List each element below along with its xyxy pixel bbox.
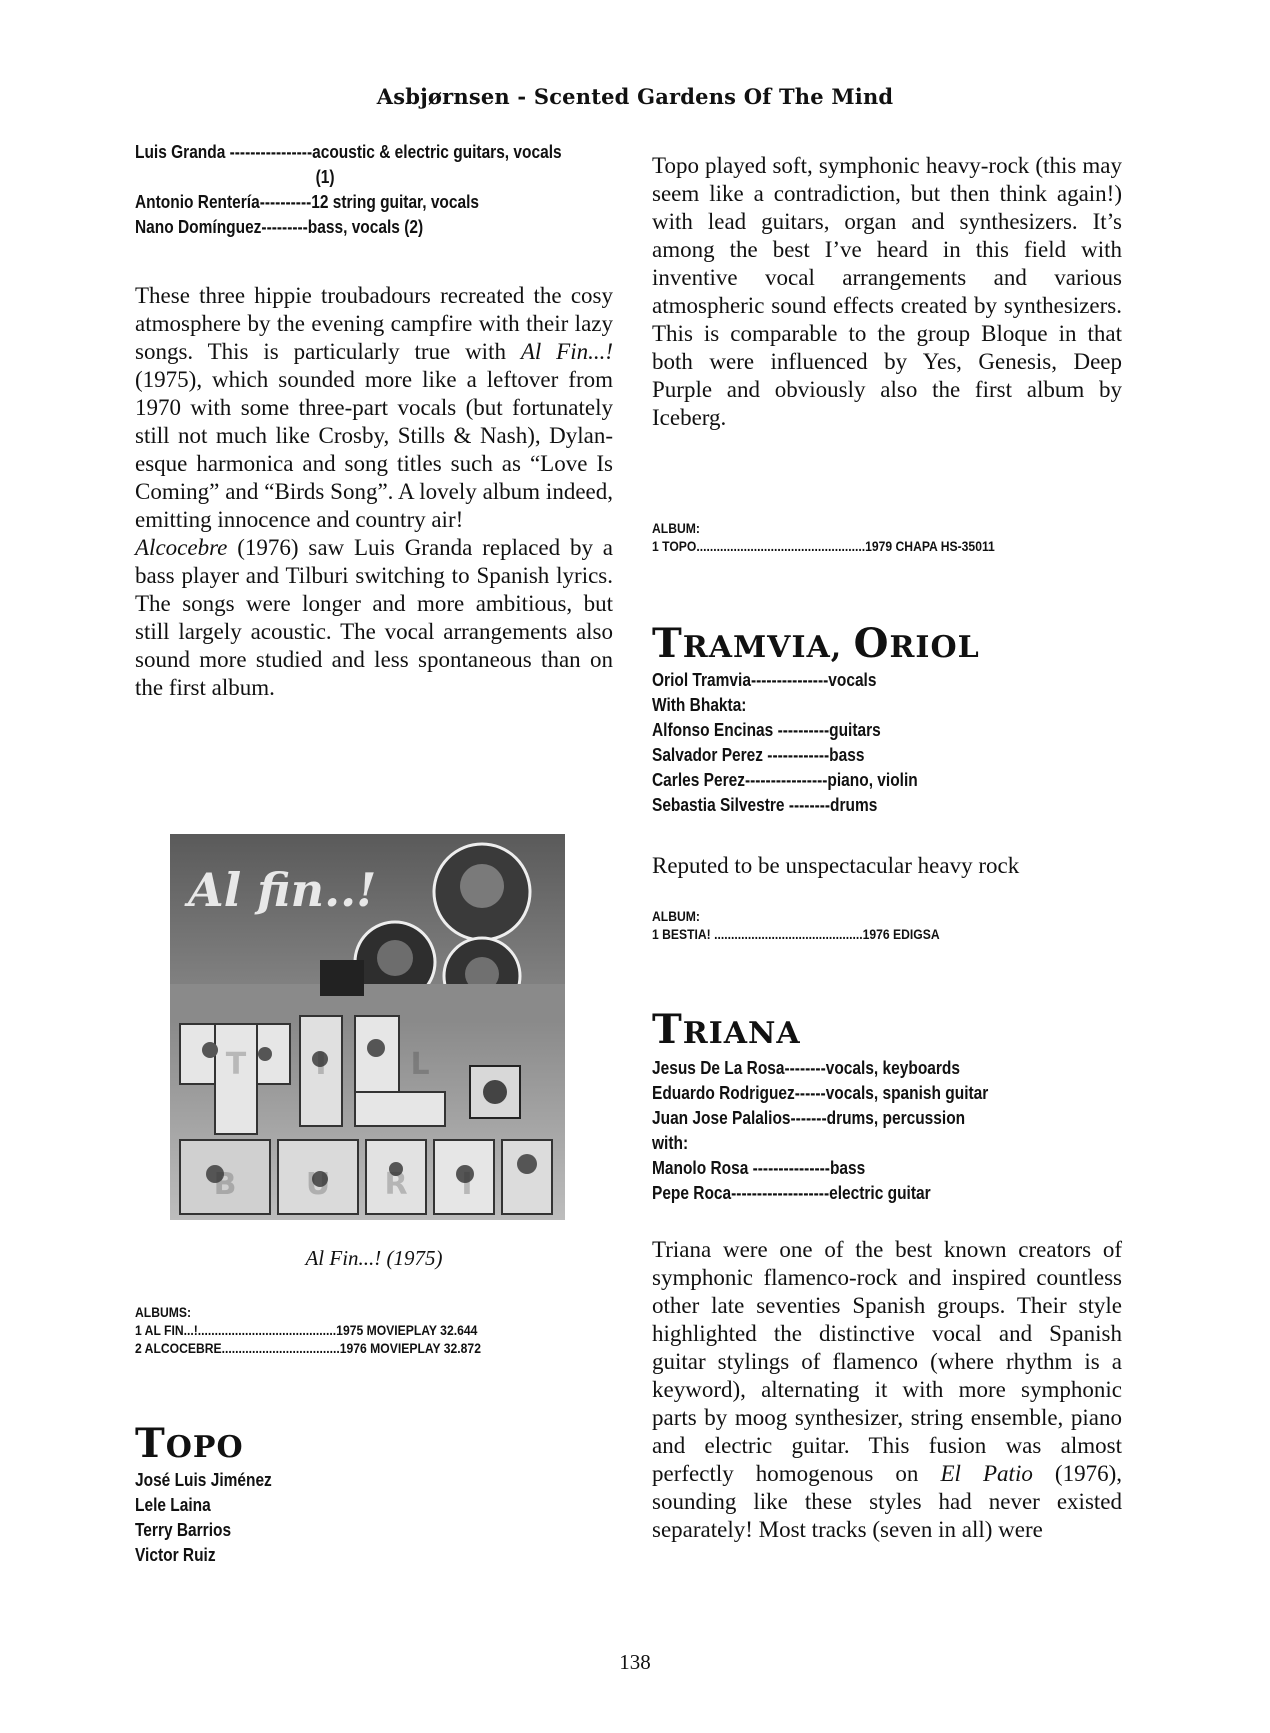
- review-text: These three hippie troubadours recreated the cosy atmosphere by the evening campfire with their lazy songs. This is particularly true with: [135, 283, 613, 364]
- lineup-row: Antonio Rentería----------12 string guitar, vocals: [135, 192, 480, 212]
- lineup-row: Victor Ruiz: [135, 1545, 216, 1565]
- album-cover-al-fin: [170, 834, 565, 1220]
- lineup-row: with:: [652, 1133, 689, 1153]
- band-heading-topo: TOPO: [135, 1420, 244, 1467]
- lineup-row: Oriol Tramvia---------------vocals: [652, 670, 877, 690]
- album-title: El Patio: [940, 1461, 1033, 1486]
- review-text: (1976) saw Luis Granda replaced by a bass player and Tilburi switching to Spanish lyrics. The songs were longer and more ambitious, but still largely acoustic. The vocal arrangements also sound more studied and less spontaneous than on the first album.: [135, 535, 613, 700]
- cover-letter: I: [315, 1047, 327, 1082]
- triana-review: [652, 1236, 1122, 1544]
- review-text: Topo played soft, symphonic heavy-rock (this may seem like a contradiction, but then think again!) with lead guitars, organ and synthesizers. It’s among the best I’ve heard in this field with inventive vocal arrangements and various atmospheric sound effects created by synthesizers. This is comparable to the group Bloque in that both were influenced by Yes, Genesis, Deep Purple and obviously also the first album by Iceberg.: [652, 153, 1122, 430]
- cover-letter: I: [461, 1167, 473, 1202]
- tilburi-discography: [135, 1304, 613, 1358]
- topo-lineup: [135, 1468, 613, 1568]
- topo-discography: [652, 520, 1122, 556]
- lineup-row: Salvador Perez ------------bass: [652, 745, 865, 765]
- review-text: (1975), which sounded more like a leftover from 1970 with some three-part vocals (but fortunately still not much like Crosby, Stills & Nash), Dylan-esque harmonica and song titles such as “Love Is Coming” and “Birds Song”. A lovely album indeed, emitting innocence and country air!: [135, 367, 613, 532]
- album-title: Al Fin...!: [520, 339, 614, 364]
- tramvia-lineup: [652, 668, 1122, 818]
- cover-letter: L: [410, 1047, 430, 1082]
- running-header: Asbjørnsen - Scented Gardens Of The Mind: [376, 84, 894, 109]
- topo-review: [652, 152, 1122, 432]
- album-entry: 1 AL FIN...!.........................................1975 MOVIEPLAY 32.644: [135, 1323, 478, 1338]
- page-number: 138: [619, 1650, 651, 1674]
- tramvia-review: [652, 852, 1122, 880]
- albums-label: ALBUMS:: [135, 1305, 192, 1320]
- album-entry: 1 BESTIA! ............................................1976 EDIGSA: [652, 927, 940, 942]
- album-title: Alcocebre: [135, 535, 228, 560]
- cover-caption: Al Fin...! (1975): [305, 1246, 443, 1270]
- cover-letter: T: [225, 1047, 247, 1082]
- albums-label: ALBUM:: [652, 909, 700, 924]
- lineup-row: Alfonso Encinas ----------guitars: [652, 720, 881, 740]
- tilburi-review: [135, 282, 613, 702]
- lineup-row: Eduardo Rodriguez------vocals, spanish guitar: [652, 1083, 989, 1103]
- lineup-row: Luis Granda ----------------acoustic & electric guitars, vocals: [135, 142, 562, 162]
- lineup-row: Lele Laina: [135, 1495, 211, 1515]
- tramvia-discography: [652, 908, 1122, 944]
- band-heading-triana: TRIANA: [652, 1006, 801, 1053]
- cover-title: Al fin..!: [188, 863, 377, 917]
- lineup-row: José Luis Jiménez: [135, 1470, 272, 1490]
- cover-letter: R: [384, 1167, 408, 1202]
- triana-lineup: [652, 1056, 1122, 1206]
- album-entry: 2 ALCOCEBRE...................................1976 MOVIEPLAY 32.872: [135, 1341, 481, 1356]
- lineup-row: Nano Domínguez---------bass, vocals (2): [135, 217, 424, 237]
- review-text: Triana were one of the best known creators of symphonic flamenco-rock and inspired countless other late seventies Spanish groups. Their style highlighted the distinctive vocal and Spanish guitar stylings of flamenco (where rhythm is a keyword), alternating it with more symphonic parts by moog synthesizer, string ensemble, piano and electric guitar. This fusion was almost perfectly homogenous on: [652, 1237, 1122, 1486]
- album-entry: 1 TOPO..................................................1979 CHAPA HS-35011: [652, 539, 995, 554]
- albums-label: ALBUM:: [652, 521, 700, 536]
- cover-letter: B: [213, 1167, 237, 1202]
- lineup-row: Sebastia Silvestre --------drums: [652, 795, 878, 815]
- lineup-row: (1): [315, 167, 335, 187]
- lineup-row: With Bhakta:: [652, 695, 747, 715]
- band-heading-tramvia-oriol: TRAMVIA, ORIOL: [652, 620, 980, 667]
- review-text: (1976), sounding like these styles had never existed separately! Most tracks (seven in all) were: [652, 1461, 1122, 1542]
- lineup-row: Manolo Rosa ---------------bass: [652, 1158, 866, 1178]
- lineup-row: Carles Perez----------------piano, violin: [652, 770, 918, 790]
- lineup-row: Jesus De La Rosa--------vocals, keyboards: [652, 1058, 960, 1078]
- cover-letter: U: [305, 1167, 331, 1202]
- review-text: Reputed to be unspectacular heavy rock: [652, 853, 1020, 878]
- lineup-row: Pepe Roca-------------------electric guitar: [652, 1183, 931, 1203]
- tilburi-lineup: [135, 140, 613, 240]
- lineup-row: Terry Barrios: [135, 1520, 232, 1540]
- lineup-row: Juan Jose Palalios-------drums, percussion: [652, 1108, 966, 1128]
- cabin-icon: [320, 960, 364, 996]
